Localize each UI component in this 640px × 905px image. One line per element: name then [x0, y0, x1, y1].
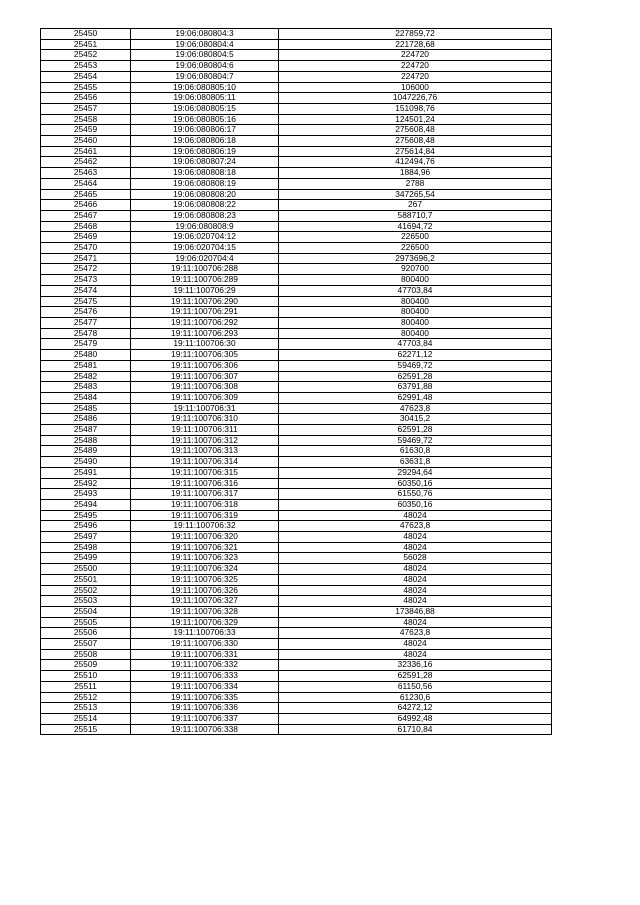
value-cell: 224720 [279, 50, 552, 61]
table-row [41, 574, 552, 585]
row-number-cell: 25489 [41, 446, 131, 457]
value-cell: 63791,88 [279, 382, 552, 393]
cadastral-number-cell: 19:11:100706:318 [131, 499, 279, 510]
row-number-cell: 25471 [41, 253, 131, 264]
cadastral-number-cell: 19:11:100706:337 [131, 714, 279, 725]
cadastral-number-cell: 19:11:100706:314 [131, 457, 279, 468]
cadastral-number-cell: 19:11:100706:310 [131, 414, 279, 425]
value-cell: 61550,76 [279, 489, 552, 500]
row-number-cell: 25464 [41, 178, 131, 189]
table-row [41, 253, 552, 264]
cadastral-number-cell: 19:11:100706:313 [131, 446, 279, 457]
cadastral-number-cell: 19:06:080808:19 [131, 178, 279, 189]
row-number-cell: 25458 [41, 114, 131, 125]
table-row [41, 178, 552, 189]
table-row [41, 414, 552, 425]
value-cell: 61150,56 [279, 681, 552, 692]
value-cell: 224720 [279, 71, 552, 82]
cadastral-number-cell: 19:11:100706:317 [131, 489, 279, 500]
value-cell: 47623,8 [279, 403, 552, 414]
value-cell: 2788 [279, 178, 552, 189]
row-number-cell: 25472 [41, 264, 131, 275]
row-number-cell: 25481 [41, 360, 131, 371]
value-cell: 48024 [279, 574, 552, 585]
table-row [41, 285, 552, 296]
row-number-cell: 25499 [41, 553, 131, 564]
cadastral-number-cell: 19:11:100706:289 [131, 275, 279, 286]
table-row [41, 671, 552, 682]
cadastral-number-cell: 19:11:100706:307 [131, 371, 279, 382]
value-cell: 29294,64 [279, 467, 552, 478]
row-number-cell: 25474 [41, 285, 131, 296]
row-number-cell: 25477 [41, 317, 131, 328]
cadastral-number-cell: 19:11:100706:293 [131, 328, 279, 339]
cadastral-number-cell: 19:11:100706:330 [131, 639, 279, 650]
value-cell: 48024 [279, 532, 552, 543]
row-number-cell: 25454 [41, 71, 131, 82]
table-row [41, 125, 552, 136]
value-cell: 62591,28 [279, 425, 552, 436]
value-cell: 60350,16 [279, 499, 552, 510]
row-number-cell: 25491 [41, 467, 131, 478]
cadastral-number-cell: 19:06:080808:18 [131, 168, 279, 179]
row-number-cell: 25490 [41, 457, 131, 468]
value-cell: 64992,48 [279, 714, 552, 725]
row-number-cell: 25476 [41, 307, 131, 318]
row-number-cell: 25466 [41, 200, 131, 211]
row-number-cell: 25507 [41, 639, 131, 650]
table-row [41, 660, 552, 671]
value-cell: 588710,7 [279, 210, 552, 221]
row-number-cell: 25514 [41, 714, 131, 725]
value-cell: 800400 [279, 296, 552, 307]
value-cell: 62591,28 [279, 371, 552, 382]
cadastral-number-cell: 19:11:100706:327 [131, 596, 279, 607]
row-number-cell: 25462 [41, 157, 131, 168]
cadastral-number-cell: 19:11:100706:292 [131, 317, 279, 328]
value-cell: 62591,28 [279, 671, 552, 682]
table-row [41, 478, 552, 489]
cadastral-number-cell: 19:11:100706:311 [131, 425, 279, 436]
row-number-cell: 25515 [41, 724, 131, 735]
table-row [41, 103, 552, 114]
table-row [41, 724, 552, 735]
cadastral-number-cell: 19:11:100706:338 [131, 724, 279, 735]
table-row [41, 371, 552, 382]
value-cell: 412494,76 [279, 157, 552, 168]
value-cell: 48024 [279, 564, 552, 575]
cadastral-number-cell: 19:11:100706:316 [131, 478, 279, 489]
cadastral-number-cell: 19:06:080808:9 [131, 221, 279, 232]
cadastral-number-cell: 19:06:080806:19 [131, 146, 279, 157]
row-number-cell: 25503 [41, 596, 131, 607]
row-number-cell: 25465 [41, 189, 131, 200]
table-row [41, 542, 552, 553]
row-number-cell: 25498 [41, 542, 131, 553]
row-number-cell: 25453 [41, 61, 131, 72]
table-row [41, 136, 552, 147]
cadastral-number-cell: 19:06:080807:24 [131, 157, 279, 168]
value-cell: 63631,8 [279, 457, 552, 468]
cadastral-number-cell: 19:06:080804:3 [131, 29, 279, 40]
cadastral-number-cell: 19:11:100706:30 [131, 339, 279, 350]
row-number-cell: 25492 [41, 478, 131, 489]
value-cell: 151098,76 [279, 103, 552, 114]
table-row [41, 339, 552, 350]
cadastral-number-cell: 19:11:100706:31 [131, 403, 279, 414]
cadastral-number-cell: 19:11:100706:332 [131, 660, 279, 671]
table-row [41, 114, 552, 125]
table-row [41, 307, 552, 318]
row-number-cell: 25502 [41, 585, 131, 596]
table-row [41, 360, 552, 371]
cadastral-number-cell: 19:11:100706:321 [131, 542, 279, 553]
table-row [41, 50, 552, 61]
value-cell: 64272,12 [279, 703, 552, 714]
row-number-cell: 25488 [41, 435, 131, 446]
table-row [41, 296, 552, 307]
row-number-cell: 25470 [41, 243, 131, 254]
table-row [41, 617, 552, 628]
table-row [41, 521, 552, 532]
row-number-cell: 25451 [41, 39, 131, 50]
value-cell: 59469,72 [279, 435, 552, 446]
row-number-cell: 25456 [41, 93, 131, 104]
value-cell: 48024 [279, 596, 552, 607]
value-cell: 30415,2 [279, 414, 552, 425]
value-cell: 224720 [279, 61, 552, 72]
table-row [41, 350, 552, 361]
cadastral-number-cell: 19:11:100706:323 [131, 553, 279, 564]
cadastral-number-cell: 19:11:100706:305 [131, 350, 279, 361]
cadastral-number-cell: 19:06:080805:16 [131, 114, 279, 125]
table-row [41, 403, 552, 414]
cadastral-number-cell: 19:06:080806:17 [131, 125, 279, 136]
table-row [41, 714, 552, 725]
cadastral-number-cell: 19:06:020704:4 [131, 253, 279, 264]
value-cell: 800400 [279, 307, 552, 318]
row-number-cell: 25463 [41, 168, 131, 179]
table-row [41, 71, 552, 82]
cadastral-number-cell: 19:11:100706:328 [131, 606, 279, 617]
table-row [41, 467, 552, 478]
row-number-cell: 25475 [41, 296, 131, 307]
value-cell: 48024 [279, 649, 552, 660]
value-cell: 800400 [279, 275, 552, 286]
row-number-cell: 25480 [41, 350, 131, 361]
row-number-cell: 25512 [41, 692, 131, 703]
cadastral-number-cell: 19:11:100706:324 [131, 564, 279, 575]
cadastral-number-cell: 19:11:100706:288 [131, 264, 279, 275]
row-number-cell: 25509 [41, 660, 131, 671]
value-cell: 347265,54 [279, 189, 552, 200]
table-row [41, 510, 552, 521]
row-number-cell: 25497 [41, 532, 131, 543]
value-cell: 2973696,2 [279, 253, 552, 264]
table-row [41, 93, 552, 104]
cadastral-number-cell: 19:06:080808:22 [131, 200, 279, 211]
row-number-cell: 25468 [41, 221, 131, 232]
table-row [41, 532, 552, 543]
row-number-cell: 25455 [41, 82, 131, 93]
row-number-cell: 25461 [41, 146, 131, 157]
cadastral-number-cell: 19:11:100706:336 [131, 703, 279, 714]
row-number-cell: 25450 [41, 29, 131, 40]
value-cell: 275608,48 [279, 125, 552, 136]
table-row [41, 446, 552, 457]
cadastral-number-cell: 19:06:080804:5 [131, 50, 279, 61]
data-table [40, 28, 552, 735]
cadastral-number-cell: 19:11:100706:29 [131, 285, 279, 296]
table-row [41, 425, 552, 436]
row-number-cell: 25510 [41, 671, 131, 682]
value-cell: 124501,24 [279, 114, 552, 125]
cadastral-number-cell: 19:11:100706:33 [131, 628, 279, 639]
table-row [41, 200, 552, 211]
value-cell: 41694,72 [279, 221, 552, 232]
row-number-cell: 25486 [41, 414, 131, 425]
row-number-cell: 25494 [41, 499, 131, 510]
table-row [41, 243, 552, 254]
cadastral-number-cell: 19:11:100706:333 [131, 671, 279, 682]
row-number-cell: 25478 [41, 328, 131, 339]
cadastral-number-cell: 19:11:100706:320 [131, 532, 279, 543]
value-cell: 267 [279, 200, 552, 211]
cadastral-number-cell: 19:06:080808:20 [131, 189, 279, 200]
value-cell: 221728,68 [279, 39, 552, 50]
table-row [41, 692, 552, 703]
cadastral-number-cell: 19:11:100706:291 [131, 307, 279, 318]
value-cell: 106000 [279, 82, 552, 93]
value-cell: 47623,8 [279, 521, 552, 532]
table-row [41, 681, 552, 692]
row-number-cell: 25506 [41, 628, 131, 639]
row-number-cell: 25473 [41, 275, 131, 286]
value-cell: 32336,16 [279, 660, 552, 671]
table-row [41, 157, 552, 168]
document-page [40, 28, 551, 735]
table-row [41, 221, 552, 232]
cadastral-number-cell: 19:11:100706:334 [131, 681, 279, 692]
value-cell: 48024 [279, 617, 552, 628]
table-row [41, 499, 552, 510]
table-row [41, 596, 552, 607]
table-row [41, 82, 552, 93]
row-number-cell: 25500 [41, 564, 131, 575]
value-cell: 61710,84 [279, 724, 552, 735]
cadastral-number-cell: 19:11:100706:315 [131, 467, 279, 478]
table-row [41, 457, 552, 468]
table-row [41, 61, 552, 72]
value-cell: 226500 [279, 232, 552, 243]
table-row [41, 382, 552, 393]
table-row [41, 639, 552, 650]
value-cell: 1047226,76 [279, 93, 552, 104]
value-cell: 47703,84 [279, 339, 552, 350]
value-cell: 62991,48 [279, 392, 552, 403]
cadastral-number-cell: 19:06:080804:4 [131, 39, 279, 50]
cadastral-number-cell: 19:06:080804:6 [131, 61, 279, 72]
table-row [41, 435, 552, 446]
table-row [41, 392, 552, 403]
table-row [41, 146, 552, 157]
table-row [41, 606, 552, 617]
row-number-cell: 25457 [41, 103, 131, 114]
value-cell: 61230,6 [279, 692, 552, 703]
cadastral-number-cell: 19:06:080805:15 [131, 103, 279, 114]
table-row [41, 168, 552, 179]
cadastral-number-cell: 19:06:080805:10 [131, 82, 279, 93]
cadastral-number-cell: 19:11:100706:309 [131, 392, 279, 403]
value-cell: 61630,8 [279, 446, 552, 457]
cadastral-number-cell: 19:11:100706:306 [131, 360, 279, 371]
row-number-cell: 25495 [41, 510, 131, 521]
table-row [41, 317, 552, 328]
row-number-cell: 25469 [41, 232, 131, 243]
value-cell: 47623,8 [279, 628, 552, 639]
cadastral-number-cell: 19:06:080808:23 [131, 210, 279, 221]
table-row [41, 275, 552, 286]
table-row [41, 553, 552, 564]
row-number-cell: 25496 [41, 521, 131, 532]
value-cell: 800400 [279, 317, 552, 328]
cadastral-number-cell: 19:06:020704:15 [131, 243, 279, 254]
row-number-cell: 25504 [41, 606, 131, 617]
table-row [41, 264, 552, 275]
cadastral-number-cell: 19:11:100706:312 [131, 435, 279, 446]
table-row [41, 489, 552, 500]
row-number-cell: 25459 [41, 125, 131, 136]
cadastral-number-cell: 19:11:100706:335 [131, 692, 279, 703]
table-row [41, 585, 552, 596]
row-number-cell: 25452 [41, 50, 131, 61]
cadastral-number-cell: 19:11:100706:290 [131, 296, 279, 307]
cadastral-number-cell: 19:11:100706:326 [131, 585, 279, 596]
row-number-cell: 25511 [41, 681, 131, 692]
cadastral-number-cell: 19:06:080806:18 [131, 136, 279, 147]
row-number-cell: 25484 [41, 392, 131, 403]
value-cell: 47703,84 [279, 285, 552, 296]
table-row [41, 328, 552, 339]
table-row [41, 189, 552, 200]
table-row [41, 232, 552, 243]
row-number-cell: 25501 [41, 574, 131, 585]
cadastral-number-cell: 19:11:100706:308 [131, 382, 279, 393]
value-cell: 227859,72 [279, 29, 552, 40]
row-number-cell: 25460 [41, 136, 131, 147]
row-number-cell: 25513 [41, 703, 131, 714]
value-cell: 48024 [279, 585, 552, 596]
row-number-cell: 25487 [41, 425, 131, 436]
cadastral-number-cell: 19:06:080804:7 [131, 71, 279, 82]
row-number-cell: 25508 [41, 649, 131, 660]
cadastral-number-cell: 19:11:100706:325 [131, 574, 279, 585]
table-row [41, 564, 552, 575]
table-row [41, 628, 552, 639]
value-cell: 48024 [279, 639, 552, 650]
cadastral-number-cell: 19:06:080805:11 [131, 93, 279, 104]
cadastral-number-cell: 19:11:100706:331 [131, 649, 279, 660]
value-cell: 1884,96 [279, 168, 552, 179]
row-number-cell: 25467 [41, 210, 131, 221]
value-cell: 48024 [279, 542, 552, 553]
value-cell: 60350,16 [279, 478, 552, 489]
table-row [41, 649, 552, 660]
value-cell: 62271,12 [279, 350, 552, 361]
row-number-cell: 25485 [41, 403, 131, 414]
table-row [41, 703, 552, 714]
value-cell: 800400 [279, 328, 552, 339]
value-cell: 59469,72 [279, 360, 552, 371]
cadastral-number-cell: 19:06:020704:12 [131, 232, 279, 243]
value-cell: 48024 [279, 510, 552, 521]
value-cell: 275608,48 [279, 136, 552, 147]
table-row [41, 29, 552, 40]
row-number-cell: 25505 [41, 617, 131, 628]
table-row [41, 39, 552, 50]
value-cell: 275614,84 [279, 146, 552, 157]
row-number-cell: 25493 [41, 489, 131, 500]
row-number-cell: 25483 [41, 382, 131, 393]
row-number-cell: 25482 [41, 371, 131, 382]
value-cell: 920700 [279, 264, 552, 275]
value-cell: 173846,88 [279, 606, 552, 617]
row-number-cell: 25479 [41, 339, 131, 350]
cadastral-number-cell: 19:11:100706:32 [131, 521, 279, 532]
cadastral-number-cell: 19:11:100706:319 [131, 510, 279, 521]
value-cell: 226500 [279, 243, 552, 254]
cadastral-number-cell: 19:11:100706:329 [131, 617, 279, 628]
table-row [41, 210, 552, 221]
value-cell: 56028 [279, 553, 552, 564]
table-body [41, 29, 552, 735]
